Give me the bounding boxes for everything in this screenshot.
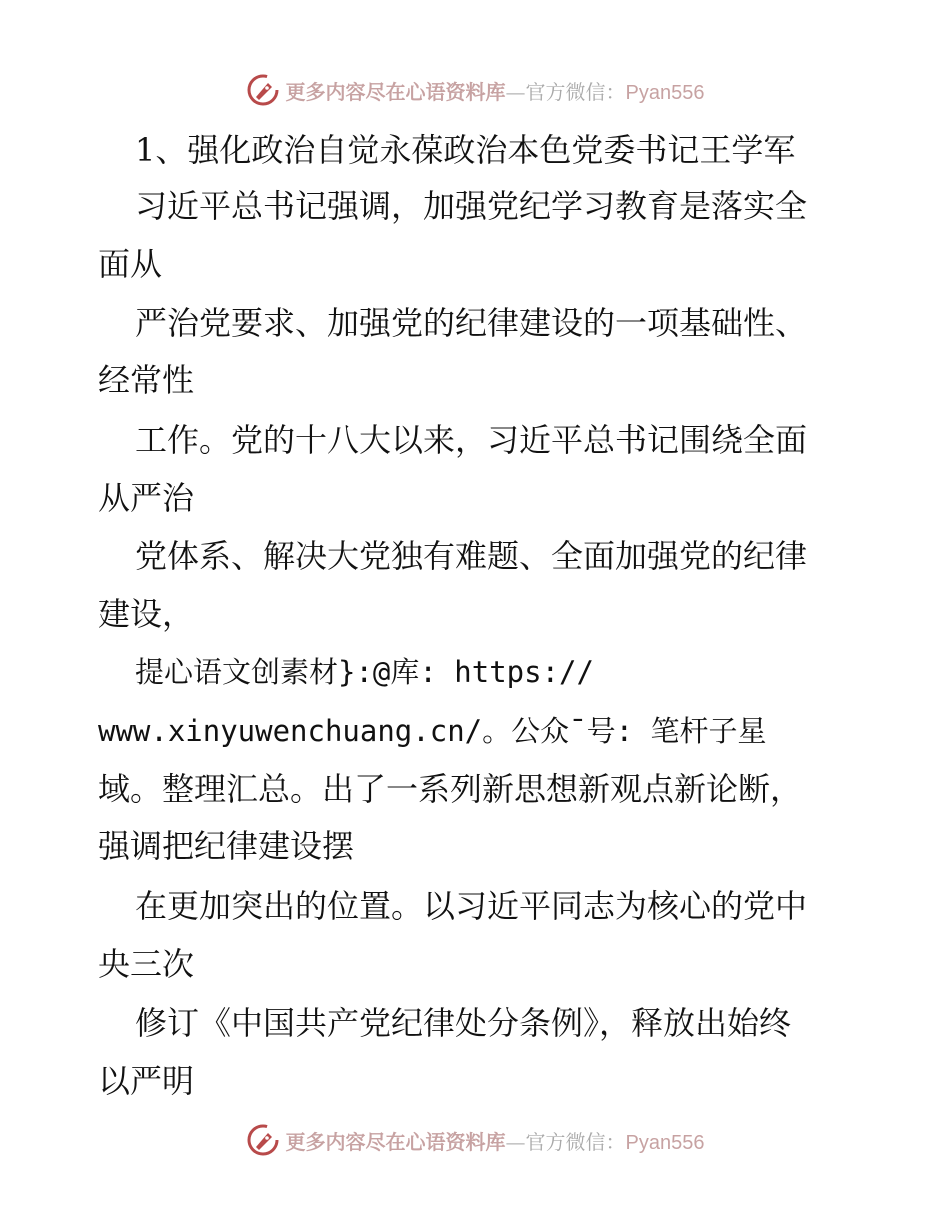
paragraph-line: 习近平总书记强调，加强党纪学习教育是落实全 xyxy=(135,187,808,225)
paragraph-line: 建设， xyxy=(98,595,195,633)
banner-text xyxy=(286,1126,705,1155)
paragraph-line: 域。整理汇总。出了一系列新思想新观点新论断， xyxy=(98,770,803,808)
banner-wechat-label: 官方微信： xyxy=(525,79,626,104)
paragraph-line: 党体系、解决大党独有难题、全面加强党的纪律 xyxy=(135,537,808,575)
paragraph-line: 在更加突出的位置。以习近平同志为核心的党中 xyxy=(135,887,808,925)
banner-separator: — xyxy=(505,79,526,104)
banner-wechat-id: Pyan556 xyxy=(625,1131,705,1154)
header-watermark-banner xyxy=(0,68,950,112)
banner-separator: — xyxy=(505,1129,526,1154)
banner-wechat-id: Pyan556 xyxy=(625,81,705,104)
paragraph-line: 以严明 xyxy=(98,1062,195,1100)
paragraph-line: 强调把纪律建设摆 xyxy=(98,827,355,865)
paragraph-line: 严治党要求、加强党的纪律建设的一项基础性、 xyxy=(135,304,808,342)
paragraph-line: 面从 xyxy=(98,245,163,283)
paragraph-line: 修订《中国共产党纪律处分条例》，释放出始终 xyxy=(135,1004,792,1042)
paragraph-line: 提心语文创素材}:@库: https:// xyxy=(135,655,594,689)
paragraph-line: 从严治 xyxy=(98,479,195,517)
paragraph-line: www.xinyuwenchuang.cn/。公众¯号: 笔杆子星 xyxy=(98,714,767,748)
document-title: 1、强化政治自觉永葆政治本色党委书记王学军 xyxy=(135,131,796,169)
paragraph-line: 经常性 xyxy=(98,361,195,399)
banner-text xyxy=(286,76,705,105)
footer-watermark-banner xyxy=(0,1118,950,1162)
banner-site-name: 更多内容尽在心语资料库 xyxy=(285,79,506,104)
pen-nib-logo-icon xyxy=(246,73,280,107)
banner-site-name: 更多内容尽在心语资料库 xyxy=(285,1129,506,1154)
pen-nib-logo-icon xyxy=(246,1123,280,1157)
banner-wechat-label: 官方微信： xyxy=(525,1129,626,1154)
paragraph-line: 工作。党的十八大以来，习近平总书记围绕全面 xyxy=(135,421,808,459)
paragraph-line: 央三次 xyxy=(98,945,195,983)
